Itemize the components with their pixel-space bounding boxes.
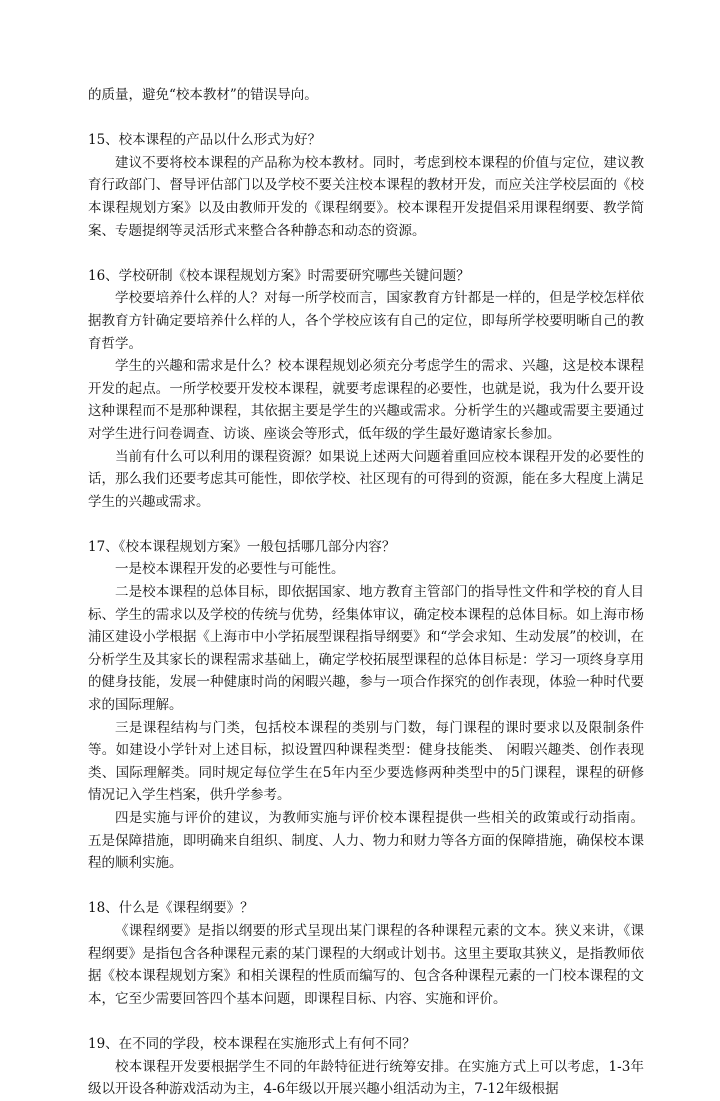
section-16 (88, 265, 644, 514)
section-title: 18、什么是《课程纲要》？ (88, 900, 254, 917)
section-title: 16、学校研制《校本课程规划方案》时需要研究哪些关键问题？ (88, 267, 470, 284)
section-paragraph: 一是校本课程开发的必要性与可能性。 (115, 561, 345, 578)
document-page (88, 84, 644, 1101)
intro-text: 的质量，避免“校本教材”的错误导向。 (88, 87, 318, 103)
section-paragraph: 三是课程结构与门类，包括校本课程的类别与门数，每门课程的课时要求以及限制条件等。如建设小学针对上述目标，拟设置四种课程类型：健身技能类、 闲暇兴趣类、创作表现类、国际理解类。同时规定每位学生在5年内至少要选修两种类型中的5门课程，课程的研修情况记入学生档案，供升学参考。 (88, 719, 644, 804)
section-15 (88, 129, 644, 242)
section-paragraph: 当前有什么可以利用的课程资源？如果说上述两大问题着重回应校本课程开发的必要性的话，那么我们还要考虑其可能性，即依学校、社区现有的可得到的资源，能在多大程度上满足学生的兴趣或需求。 (88, 448, 644, 510)
section-paragraph: 建议不要将校本课程的产品称为校本教材。同时，考虑到校本课程的价值与定位，建议教育行政部门、督导评估部门以及学校不要关注校本课程的教材开发，而应关注学校层面的《校本课程规划方案》以及由教师开发的《课程纲要》。校本课程开发提倡采用课程纲要、教学简案、专题提纲等灵活形式来整合各种静态和动态的资源。 (88, 154, 644, 239)
section-paragraph: 《课程纲要》是指以纲要的形式呈现出某门课程的各种课程元素的文本。狭义来讲，《课程纲要》是指包含各种课程元素的某门课程的大纲或计划书。这里主要取其狭义，是指教师依据《校本课程规划方案》和相关课程的性质而编写的、包含各种课程元素的一门校本课程的文本，它至少需要回答四个基本问题，即课程目标、内容、实施和评价。 (88, 922, 644, 1007)
section-paragraph: 学生的兴趣和需求是什么？校本课程规划必须充分考虑学生的需求、兴趣，这是校本课程开发的起点。一所学校要开发校本课程，就要考虑课程的必要性，也就是说，我为什么要开设这种课程而不是那种课程，其依据主要是学生的兴趣或需求。分析学生的兴趣或需要主要通过对学生进行问卷调查、访谈、座谈会等形式，低年级的学生最好邀请家长参加。 (88, 358, 644, 442)
section-18 (88, 897, 644, 1010)
section-title: 15、校本课程的产品以什么形式为好？ (88, 132, 322, 149)
section-paragraph: 二是校本课程的总体目标，即依据国家、地方教育主管部门的指导性文件和学校的育人目标、学生的需求以及学校的传统与优势，经集体审议，确定校本课程的总体目标。如上海市杨浦区建设小学根据《上海市中小学拓展型课程指导纲要》和“学会求知、生动发展”的校训，在分析学生及其家长的课程需求基础上，确定学校拓展型课程的总体目标是：学习一项终身享用的健身技能，发展一种健康时尚的闲暇兴趣，参与一项合作探究的创作表现，体验一种时代要求的国际理解。 (88, 584, 644, 714)
section-paragraph: 四是实施与评价的建议，为教师实施与评价校本课程提供一些相关的政策或行动指南。 五是保障措施，即明确来自组织、制度、人力、物力和财力等各方面的保障措施，确保校本课程的顺利实施。 (88, 810, 644, 872)
section-17 (88, 536, 644, 875)
section-19 (88, 1033, 644, 1101)
section-title: 17、《校本课程规划方案》一般包括哪几部分内容？ (88, 538, 396, 555)
section-paragraph: 学校要培养什么样的人？对每一所学校而言，国家教育方针都是一样的，但是学校怎样依据教育方针确定要培养什么样的人，各个学校应该有自己的定位，即每所学校要明晰自己的教育哲学。 (88, 290, 644, 352)
section-title: 19、在不同的学段，校本课程在实施形式上有何不同？ (88, 1035, 416, 1052)
section-paragraph: 校本课程开发要根据学生不同的年龄特征进行统筹安排。在实施方式上可以考虑，1-3年级以开设各种游戏活动为主，4-6年级以开展兴趣小组活动为主，7-12年级根据 (88, 1058, 644, 1098)
